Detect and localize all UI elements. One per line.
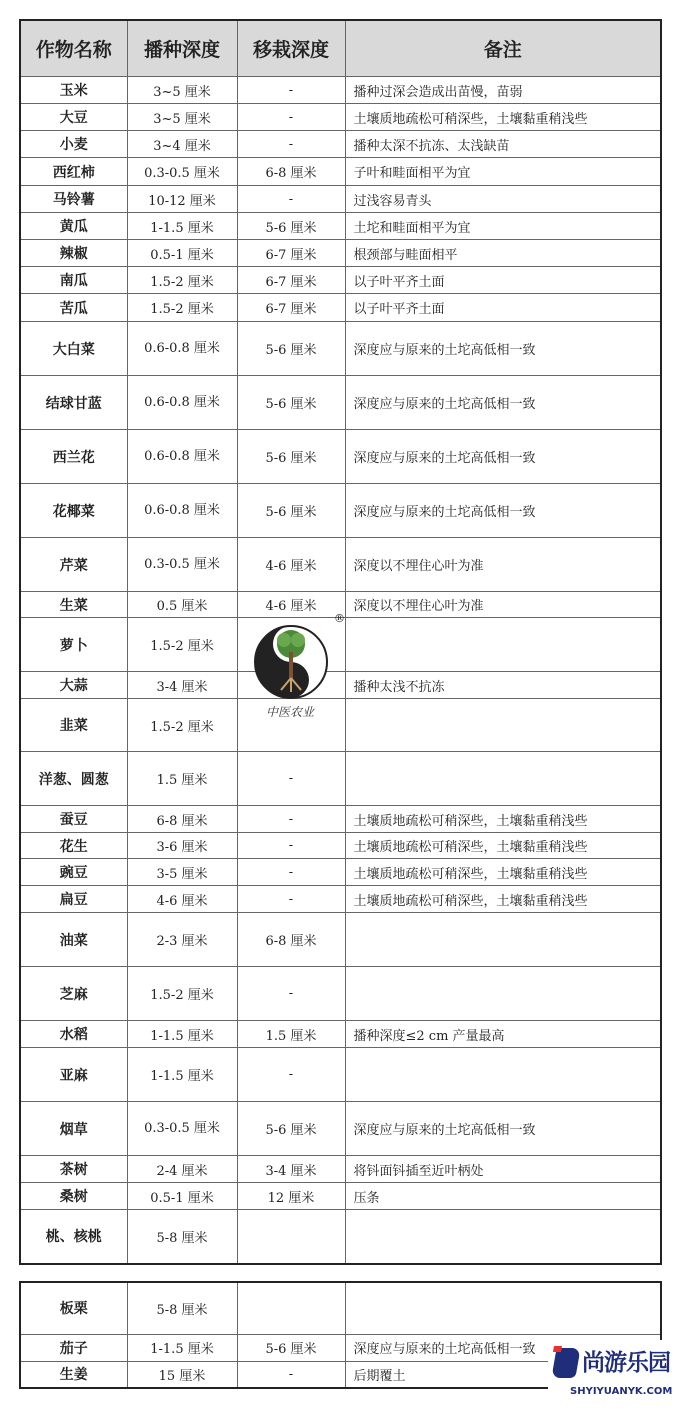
crop-name-cell: 桃、核桃: [20, 1210, 127, 1264]
crop-name-cell: 豌豆: [20, 859, 127, 886]
sow-depth-cell: 1.5-2 厘米: [127, 618, 237, 672]
table-row: [20, 1021, 661, 1048]
sow-depth-cell: 10-12 厘米: [127, 186, 237, 213]
sow-depth-cell: 0.3-0.5 厘米: [127, 538, 237, 592]
note-cell: 土坨和畦面相平为宜: [345, 213, 661, 240]
note-cell: 深度应与原来的土坨高低相一致: [345, 1334, 661, 1361]
crop-name-cell: 生菜: [20, 592, 127, 618]
sow-depth-cell: 3~5 厘米: [127, 104, 237, 131]
sow-depth-cell: 6-8 厘米: [127, 806, 237, 833]
sow-depth-cell: 0.5 厘米: [127, 592, 237, 618]
table-row: [20, 967, 661, 1021]
sow-depth-cell: 3~5 厘米: [127, 77, 237, 104]
crop-name-cell: 洋葱、圆葱: [20, 752, 127, 806]
note-cell: 压条: [345, 1183, 661, 1210]
table-row: [20, 104, 661, 131]
table-row: [20, 77, 661, 104]
crop-name-cell: 芝麻: [20, 967, 127, 1021]
sow-depth-cell: 1-1.5 厘米: [127, 1334, 237, 1361]
sow-depth-cell: 2-4 厘米: [127, 1156, 237, 1183]
transplant-depth-cell: 5-6 厘米: [237, 484, 345, 538]
note-cell: 过浅容易青头: [345, 186, 661, 213]
crop-name-cell: 烟草: [20, 1102, 127, 1156]
transplant-depth-cell: -: [237, 1048, 345, 1102]
sow-depth-cell: 4-6 厘米: [127, 886, 237, 913]
watermark-s-logo-icon: [551, 1348, 580, 1378]
sow-depth-cell: 0.6-0.8 厘米: [127, 376, 237, 430]
note-cell: 土壤质地疏松可稍深些，土壤黏重稍浅些: [345, 833, 661, 859]
crop-name-cell: 大蒜: [20, 672, 127, 699]
table-row: [20, 833, 661, 859]
header-sow-depth: 播种深度: [127, 20, 237, 77]
note-cell: 深度应与原来的土坨高低相一致: [345, 484, 661, 538]
table-row: [20, 859, 661, 886]
header-transplant-depth: 移栽深度: [237, 20, 345, 77]
sow-depth-cell: 0.5-1 厘米: [127, 1183, 237, 1210]
transplant-depth-cell: [237, 1282, 345, 1334]
crop-name-cell: 结球甘蓝: [20, 376, 127, 430]
note-cell: 土壤质地疏松可稍深些，土壤黏重稍浅些: [345, 886, 661, 913]
table-row: [20, 484, 661, 538]
table-row: [20, 806, 661, 833]
crop-name-cell: 黄瓜: [20, 213, 127, 240]
transplant-depth-cell: 5-6 厘米: [237, 376, 345, 430]
note-cell: [345, 1282, 661, 1334]
note-cell: [345, 1210, 661, 1264]
table-row: [20, 1210, 661, 1264]
transplant-depth-cell: -: [237, 77, 345, 104]
crop-name-cell: 大白菜: [20, 322, 127, 376]
sow-depth-cell: 0.6-0.8 厘米: [127, 484, 237, 538]
sow-depth-cell: 1.5-2 厘米: [127, 267, 237, 294]
crop-name-cell: 茶树: [20, 1156, 127, 1183]
crop-name-cell: 蚕豆: [20, 806, 127, 833]
sow-depth-cell: 1.5-2 厘米: [127, 294, 237, 322]
table-row: [20, 1102, 661, 1156]
crop-name-cell: 花生: [20, 833, 127, 859]
sow-depth-cell: 1.5 厘米: [127, 752, 237, 806]
header-row: [20, 20, 661, 77]
table-row: [20, 294, 661, 322]
crop-name-cell: 小麦: [20, 131, 127, 158]
table-row: [20, 376, 661, 430]
note-cell: 播种过深会造成出苗慢，苗弱: [345, 77, 661, 104]
note-cell: 播种太深不抗冻、太浅缺苗: [345, 131, 661, 158]
crop-name-cell: 玉米: [20, 77, 127, 104]
watermark: [548, 1340, 681, 1415]
watermark-domain: SHYIYUANYK.COM: [570, 1386, 673, 1397]
crop-name-cell: 西红柿: [20, 158, 127, 186]
crop-name-cell: 水稻: [20, 1021, 127, 1048]
crop-name-cell: 韭菜: [20, 699, 127, 752]
transplant-depth-cell: 5-6 厘米: [237, 322, 345, 376]
header-crop: 作物名称: [20, 20, 127, 77]
table-row: [20, 1183, 661, 1210]
table-row: [20, 1156, 661, 1183]
crop-name-cell: 桑树: [20, 1183, 127, 1210]
sow-depth-cell: 1-1.5 厘米: [127, 213, 237, 240]
sow-depth-cell: 3-6 厘米: [127, 833, 237, 859]
yin-yang-tree-logo-icon: [246, 612, 346, 740]
sow-depth-cell: 0.3-0.5 厘米: [127, 158, 237, 186]
crop-name-cell: 大豆: [20, 104, 127, 131]
note-cell: 播种太浅不抗冻: [345, 672, 661, 699]
transplant-depth-cell: 4-6 厘米: [237, 538, 345, 592]
transplant-depth-cell: 3-4 厘米: [237, 1156, 345, 1183]
transplant-depth-cell: -: [237, 886, 345, 913]
transplant-depth-cell: -: [237, 833, 345, 859]
crop-name-cell: 板栗: [20, 1282, 127, 1334]
logo: [246, 612, 346, 740]
table-row: [20, 213, 661, 240]
crop-name-cell: 生姜: [20, 1361, 127, 1388]
note-cell: 深度以不埋住心叶为准: [345, 538, 661, 592]
transplant-depth-cell: 5-6 厘米: [237, 1102, 345, 1156]
transplant-depth-cell: [237, 1210, 345, 1264]
transplant-depth-cell: -: [237, 104, 345, 131]
crop-name-cell: 南瓜: [20, 267, 127, 294]
header-note: 备注: [345, 20, 661, 77]
sow-depth-cell: 1.5-2 厘米: [127, 967, 237, 1021]
transplant-depth-cell: -: [237, 131, 345, 158]
crop-name-cell: 扁豆: [20, 886, 127, 913]
note-cell: [345, 752, 661, 806]
table-row: [20, 158, 661, 186]
table-row: [20, 240, 661, 267]
transplant-depth-cell: 6-7 厘米: [237, 294, 345, 322]
sow-depth-cell: 3~4 厘米: [127, 131, 237, 158]
transplant-depth-cell: -: [237, 967, 345, 1021]
note-cell: [345, 967, 661, 1021]
note-cell: 土壤质地疏松可稍深些，土壤黏重稍浅些: [345, 806, 661, 833]
table-row: [20, 131, 661, 158]
table-row: [20, 913, 661, 967]
table-row: [20, 1048, 661, 1102]
note-cell: 播种深度≤2 cm 产量最高: [345, 1021, 661, 1048]
table-row: [20, 267, 661, 294]
crop-name-cell: 西兰花: [20, 430, 127, 484]
note-cell: 深度应与原来的土坨高低相一致: [345, 322, 661, 376]
sow-depth-cell: 0.6-0.8 厘米: [127, 430, 237, 484]
transplant-depth-cell: 1.5 厘米: [237, 1021, 345, 1048]
crop-name-cell: 亚麻: [20, 1048, 127, 1102]
transplant-depth-cell: 12 厘米: [237, 1183, 345, 1210]
note-cell: 根颈部与畦面相平: [345, 240, 661, 267]
transplant-depth-cell: -: [237, 806, 345, 833]
note-cell: [345, 699, 661, 752]
svg-text:中医农业: 中医农业: [266, 705, 315, 719]
table-row: [20, 538, 661, 592]
transplant-depth-cell: 6-7 厘米: [237, 267, 345, 294]
table-row: [20, 186, 661, 213]
sow-depth-cell: 1.5-2 厘米: [127, 699, 237, 752]
transplant-depth-cell: 5-6 厘米: [237, 213, 345, 240]
sow-depth-cell: 15 厘米: [127, 1361, 237, 1388]
crop-name-cell: 花椰菜: [20, 484, 127, 538]
note-cell: 土壤质地疏松可稍深些，土壤黏重稍浅些: [345, 104, 661, 131]
note-cell: [345, 1048, 661, 1102]
sow-depth-cell: 2-3 厘米: [127, 913, 237, 967]
transplant-depth-cell: 6-7 厘米: [237, 240, 345, 267]
transplant-depth-cell: 6-8 厘米: [237, 158, 345, 186]
crop-name-cell: 油菜: [20, 913, 127, 967]
transplant-depth-cell: 4-6 厘米: [237, 592, 345, 618]
note-cell: 将钭面钭插至近叶柄处: [345, 1156, 661, 1183]
transplant-depth-cell: -: [237, 859, 345, 886]
note-cell: 以子叶平齐土面: [345, 294, 661, 322]
sow-depth-cell: 0.6-0.8 厘米: [127, 322, 237, 376]
sow-depth-cell: 0.5-1 厘米: [127, 240, 237, 267]
transplant-depth-cell: -: [237, 752, 345, 806]
crop-name-cell: 芹菜: [20, 538, 127, 592]
table-row: [20, 1282, 661, 1334]
crop-name-cell: 苦瓜: [20, 294, 127, 322]
note-cell: 土壤质地疏松可稍深些，土壤黏重稍浅些: [345, 859, 661, 886]
svg-text:®: ®: [334, 612, 345, 625]
transplant-depth-cell: 5-6 厘米: [237, 430, 345, 484]
watermark-name: 尚游乐园: [582, 1350, 670, 1376]
crop-name-cell: 辣椒: [20, 240, 127, 267]
sow-depth-cell: 3-5 厘米: [127, 859, 237, 886]
note-cell: 深度应与原来的土坨高低相一致: [345, 1102, 661, 1156]
transplant-depth-cell: -: [237, 186, 345, 213]
table-row: [20, 752, 661, 806]
note-cell: 子叶和畦面相平为宜: [345, 158, 661, 186]
sow-depth-cell: 5-8 厘米: [127, 1282, 237, 1334]
sow-depth-cell: 1-1.5 厘米: [127, 1048, 237, 1102]
transplant-depth-cell: 6-8 厘米: [237, 913, 345, 967]
table-row: [20, 430, 661, 484]
table-row: [20, 886, 661, 913]
note-cell: 深度以不埋住心叶为准: [345, 592, 661, 618]
crop-name-cell: 萝卜: [20, 618, 127, 672]
note-cell: 深度应与原来的土坨高低相一致: [345, 376, 661, 430]
note-cell: 以子叶平齐土面: [345, 267, 661, 294]
transplant-depth-cell: -: [237, 1361, 345, 1388]
crop-name-cell: 茄子: [20, 1334, 127, 1361]
crop-name-cell: 马铃薯: [20, 186, 127, 213]
sow-depth-cell: 0.3-0.5 厘米: [127, 1102, 237, 1156]
sow-depth-cell: 1-1.5 厘米: [127, 1021, 237, 1048]
note-cell: 后期覆土: [345, 1361, 661, 1388]
transplant-depth-cell: 5-6 厘米: [237, 1334, 345, 1361]
note-cell: [345, 913, 661, 967]
sow-depth-cell: 3-4 厘米: [127, 672, 237, 699]
table-row: [20, 322, 661, 376]
note-cell: 深度应与原来的土坨高低相一致: [345, 430, 661, 484]
note-cell: [345, 618, 661, 672]
sow-depth-cell: 5-8 厘米: [127, 1210, 237, 1264]
